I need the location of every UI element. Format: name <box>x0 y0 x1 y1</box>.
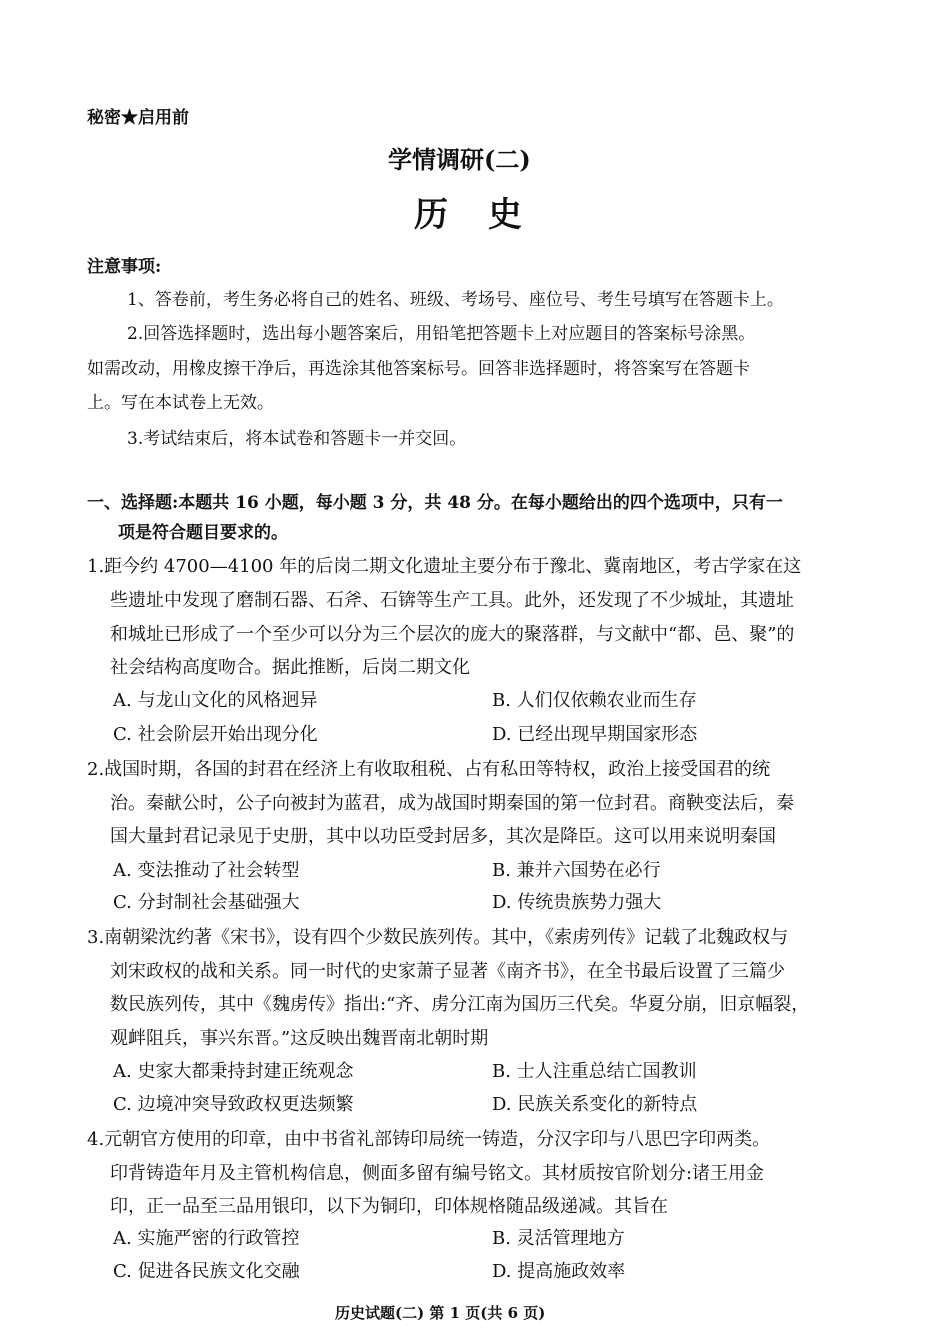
question-2-option-a[interactable]: A. 变法推动了社会转型 <box>113 860 300 881</box>
question-1-option-a[interactable]: A. 与龙山文化的风格迥异 <box>113 690 318 711</box>
question-2-line: 治。秦献公时，公子向被封为蓝君，成为战国时期秦国的第一位封君。商鞅变法后，秦 <box>110 793 794 814</box>
question-4-line: 印，正一品至三品用银印，以下为铜印，印体规格随品级递减。其旨在 <box>110 1196 668 1217</box>
question-1-line: 社会结构高度吻合。据此推断，后岗二期文化 <box>110 657 470 678</box>
section-heading-cont: 项是符合题目要求的。 <box>118 523 288 543</box>
subject-title: 历 史 <box>414 195 536 235</box>
exam-title: 学情调研(二) <box>388 145 531 174</box>
question-3-line: 刘宋政权的战和关系。同一时代的史家萧子显著《南齐书》，在全书最后设置了三篇少 <box>110 961 785 982</box>
question-2-line: 2.战国时期，各国的封君在经济上有收取租税、占有私田等特权，政治上接受国君的统 <box>87 759 771 780</box>
notice-item: 1、答卷前，考生务必将自己的姓名、班级、考场号、座位号、考生号填写在答题卡上。 <box>127 290 784 310</box>
question-1-line: 1.距今约 4700—4100 年的后岗二期文化遗址主要分布于豫北、冀南地区，考古学家在这 <box>87 556 802 577</box>
question-4-option-d[interactable]: D. 提高施政效率 <box>492 1261 626 1282</box>
question-3-line: 3.南朝梁沈约著《宋书》，设有四个少数民族列传。其中，《索虏列传》记载了北魏政权与 <box>87 927 789 948</box>
question-4-option-c[interactable]: C. 促进各民族文化交融 <box>113 1261 300 1282</box>
question-1-line: 些遗址中发现了磨制石器、石斧、石锛等生产工具。此外，还发现了不少城址，其遗址 <box>110 590 794 611</box>
notice-item: 3.考试结束后，将本试卷和答题卡一并交回。 <box>127 429 467 449</box>
section-heading: 一、选择题:本题共 16 小题，每小题 3 分，共 48 分。在每小题给出的四个选项中，只有一 <box>87 493 783 513</box>
notice-heading: 注意事项: <box>87 257 162 277</box>
question-4-option-a[interactable]: A. 实施严密的行政管控 <box>113 1228 300 1249</box>
notice-item: 上。写在本试卷上无效。 <box>87 393 274 413</box>
confidential-label: 秘密★启用前 <box>87 108 189 128</box>
page-footer: 历史试题(二) 第 1 页(共 6 页) <box>335 1304 546 1322</box>
question-3-line: 数民族列传，其中《魏虏传》指出:“齐、虏分江南为国历三代矣。华夏分崩，旧京幅裂， <box>110 994 810 1015</box>
question-1-option-b[interactable]: B. 人们仅依赖农业而生存 <box>492 690 697 711</box>
notice-item: 如需改动，用橡皮擦干净后，再选涂其他答案标号。回答非选择题时，将答案写在答题卡 <box>87 359 750 379</box>
question-3-option-c[interactable]: C. 边境冲突导致政权更迭频繁 <box>113 1094 354 1115</box>
notice-item: 2.回答选择题时，选出每小题答案后，用铅笔把答题卡上对应题目的答案标号涂黑。 <box>127 324 756 344</box>
question-1-option-c[interactable]: C. 社会阶层开始出现分化 <box>113 724 318 745</box>
question-1-option-d[interactable]: D. 已经出现早期国家形态 <box>492 724 698 745</box>
question-2-option-b[interactable]: B. 兼并六国势在必行 <box>492 860 661 881</box>
question-4-option-b[interactable]: B. 灵活管理地方 <box>492 1228 625 1249</box>
question-3-line: 观衅阻兵，事兴东晋。”这反映出魏晋南北朝时期 <box>110 1028 489 1049</box>
question-2-line: 国大量封君记录见于史册，其中以功臣受封居多，其次是降臣。这可以用来说明秦国 <box>110 826 776 847</box>
question-2-option-d[interactable]: D. 传统贵族势力强大 <box>492 892 662 913</box>
question-4-line: 印背铸造年月及主管机构信息，侧面多留有编号铭文。其材质按官阶划分:诸王用金 <box>110 1163 765 1184</box>
question-3-option-d[interactable]: D. 民族关系变化的新特点 <box>492 1094 698 1115</box>
question-3-option-a[interactable]: A. 史家大都秉持封建正统观念 <box>113 1061 354 1082</box>
question-3-option-b[interactable]: B. 士人注重总结亡国教训 <box>492 1061 697 1082</box>
question-1-line: 和城址已形成了一个至少可以分为三个层次的庞大的聚落群，与文献中“都、邑、聚”的 <box>110 624 795 645</box>
question-4-line: 4.元朝官方使用的印章，由中书省礼部铸印局统一铸造，分汉字印与八思巴字印两类。 <box>87 1129 771 1150</box>
question-2-option-c[interactable]: C. 分封制社会基础强大 <box>113 892 300 913</box>
